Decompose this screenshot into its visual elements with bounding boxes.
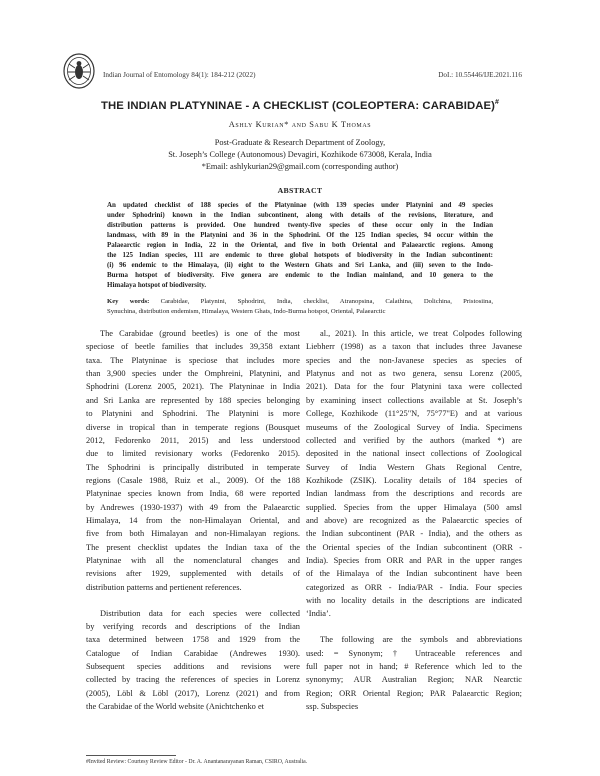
abstract-line: Palaearctic region in India, 22 in the Oriental, and five in both Oriental and Palaearctic regions. Among (107, 241, 493, 249)
body-text-line: Distribution data for each species were collected (100, 608, 300, 618)
body-text-line: by verifying records and descriptions of the Indian (86, 622, 300, 631)
journal-logo-icon (62, 52, 96, 90)
body-text-line: Platyninae with all the nomenclatural changes and (86, 556, 300, 565)
body-text-line: (2005), Löbl & Löbl (2017), Lorenz (2021) and from (86, 688, 300, 698)
footnote-rule (86, 755, 176, 756)
body-text-line: by examining insect collections available at St. Joseph’s (306, 395, 522, 405)
abstract-line: distribution patterns is provided. One hundred twenty-five species of these occur only in the Indian (107, 221, 493, 229)
body-text-line: Sphodrini (Lorenz 2005, 2021). The Platyninae in India (86, 382, 300, 392)
body-text-line: al., 2021). In this article, we treat Colpodes following (320, 329, 522, 338)
body-text-line: ‘India’. (306, 609, 331, 619)
body-text-line: Subsequent species additions and revisions were (86, 662, 300, 672)
abstract-line: An updated checklist of 188 species of the Platyninae (with 139 species under Platynini and 49 species (107, 201, 493, 209)
body-text-line: Liebherr (1998) as a taxon that includes three Javanese (306, 342, 522, 352)
body-text-line: collected by tracing the references of species in Lorenz (86, 675, 300, 685)
body-text-line: Himalaya, 14 from the non-Himalayan Oriental, and (86, 515, 300, 525)
abstract-line: Burma hotspot of biodiversity. Five genera are endemic to the Indian mainland, and 10 genera to the (107, 271, 493, 279)
body-text-line: and Sri Lanka are represented by 188 species belonging (86, 395, 300, 405)
affiliation-line-1: Post-Graduate & Research Department of Zoology, (214, 138, 386, 147)
body-text-line: supplied. Species from the upper Himalaya (500 amsl (306, 502, 522, 512)
body-text-line: ssp. Subspecies (306, 702, 359, 712)
body-text-line: 2021). Data for the four Platynini taxa were collected (306, 382, 522, 392)
body-text-line: than 3,900 species under the Omphreini, Platynini, and (86, 369, 300, 379)
body-text-line: diverse in tropical than in temperate regions (Bousquet (86, 422, 300, 432)
body-text-line: India). Species from ORR and PAR in the upper ranges (306, 556, 522, 565)
keywords-text: Carabidae, Platynini, Sphodrini, India, checklist, Atranopsina, Calathina, Dolichina, Pristosiina, (160, 298, 493, 305)
body-text-line: Indian landmass from the descriptions and records are (306, 489, 522, 499)
body-text-line: Survey of India Western Ghats Regional Centre, (306, 462, 522, 472)
body-text-line: the Carabidae of the World website (Anichtchenko et (86, 702, 265, 712)
body-text-line: by Andrewes (1930-1937) with 49 from the Palaearctic (86, 502, 300, 512)
body-text-line: species and the non-Javanese species as species of (306, 355, 522, 365)
body-text-line: of the Himalaya of the Indian subcontinent have been (306, 569, 522, 579)
footnote: #Invited Review: Courtesy Review Editor - Dr. A. Anantanarayanan Raman, CSIRO, Australia. (86, 759, 308, 765)
body-text-line: categorized as ORR - India/PAR - India. Four species (306, 582, 522, 592)
body-text-line: to Platynini and Sphodrini. The Platynini is more (86, 409, 300, 419)
paper-title (0, 99, 600, 112)
title-footnote-mark: # (494, 99, 499, 106)
body-text-line: with no locality details in the descriptions are indicated (306, 596, 522, 605)
body-text-line: full paper not in hand; # Reference which led to the (306, 662, 522, 672)
body-text-line: Region; ORR Oriental Region; PAR Palaearctic Region; (306, 688, 522, 698)
body-text-line: taxa determined between 1758 and 1929 from the (86, 635, 300, 645)
body-text-line: 2012, Fedorenko 2011, 2015) and less understood (86, 435, 300, 445)
body-text-line: speciose of beetle families that includes 39,358 extant (86, 342, 300, 352)
body-text-line: The following are the symbols and abbreviations (320, 635, 522, 645)
doi-text: DoI.: 10.55446/IJE.2021.116 (438, 71, 522, 79)
body-text-line: taxa. The Platyninae is speciose that includes more (86, 355, 300, 365)
body-text-line: museums of the Zoological Survey of India. Specimens (306, 422, 522, 432)
authors: Ashly Kurian* and Sabu K Thomas (228, 120, 372, 129)
keywords-line-1 (107, 298, 493, 305)
body-text-line: Catalogue of Indian Carabidae (Andrewes 1930). (86, 648, 300, 658)
abstract-line: (i) 96 endemic to the Himalaya, (ii) eight to the Western Ghats and Sri Lanka, and (iii) seven to the Indo- (107, 261, 493, 269)
body-text-line: collected and verified by the authors (marked *) are (306, 435, 522, 445)
journal-citation: Indian Journal of Entomology 84(1): 184-212 (2022) (103, 71, 256, 79)
body-text-line: College, Kozhikode (11°25"N, 75°77"E) and at various (306, 409, 522, 419)
abstract-line: the 125 Indian species, 111 are endemic to three global hotspots of biodiversity in the Indian subcontinent: (107, 251, 493, 259)
keywords-label: Key words: (107, 298, 150, 305)
keywords-line-2: Synuchina, distribution endemism, Himalaya, Western Ghats, Indo-Burma hotspot, Oriental, Palaearctic (107, 308, 386, 315)
body-text-line: used: = Synonym; † Untraceable references and (306, 648, 522, 658)
body-text-line: the Indian subcontinent (PAR - India), and the others as (306, 529, 522, 539)
body-text-line: The Carabidae (ground beetles) is one of the most (100, 329, 300, 338)
abstract-line: landmass, with 89 in the Platynini and 36 in the Sphodrini. Of the 125 Indian species, 94 occur within the (107, 231, 493, 239)
abstract-heading: ABSTRACT (277, 186, 323, 195)
body-text-line: Platynus and not as two genera, sensu Lorenz (2005, (306, 369, 522, 379)
body-text-line: revisions after 1929, supplemented with details of (86, 569, 300, 579)
affiliation-line-2: St. Joseph’s College (Autonomous) Devagiri, Kozhikode 673008, Kerala, India (168, 150, 432, 159)
body-text-line: distribution patterns and pertienent references. (86, 582, 242, 592)
body-text-line: Kozhikode (ZSIK). Locality details of 184 species of (306, 475, 522, 485)
title-text: THE INDIAN PLATYNINAE - A CHECKLIST (COLEOPTERA: CARABIDAE) (101, 99, 495, 112)
body-text-line: five from both Himalayan and non-Himalayan regions. (86, 529, 300, 539)
abstract-line: under Sphodrini) known in the Indian subcontinent, along with details of the revisions, literature, and (107, 211, 493, 219)
body-text-line: regions (Casale 1988, Ruiz et al., 2009). Of the 188 (86, 475, 300, 485)
body-text-line: The present checklist updates the Indian taxa of the (86, 542, 300, 552)
body-text-line: The Sphodrini is principally distributed in temperate (86, 462, 300, 472)
body-text-line: the Oriental species of the Indian subcontinent (ORR - (306, 542, 522, 552)
body-text-line: and above) are recognized as the Palaearctic species of (306, 515, 522, 525)
body-text-line: Platyninae species known from India, 68 were reported (86, 489, 300, 499)
body-text-line: due to limited revisionary works (Fedorenko 2015). (86, 449, 300, 459)
abstract-line: Himalaya hotspot of biodiversity. (107, 281, 207, 289)
body-text-line: deposited in the national insect collections of Zoological (306, 449, 522, 459)
body-text-line: synonymy; AUR Australian Region; NAR Nearctic (306, 675, 522, 685)
affiliation-email: *Email: ashlykurian29@gmail.com (corresponding author) (201, 162, 399, 171)
